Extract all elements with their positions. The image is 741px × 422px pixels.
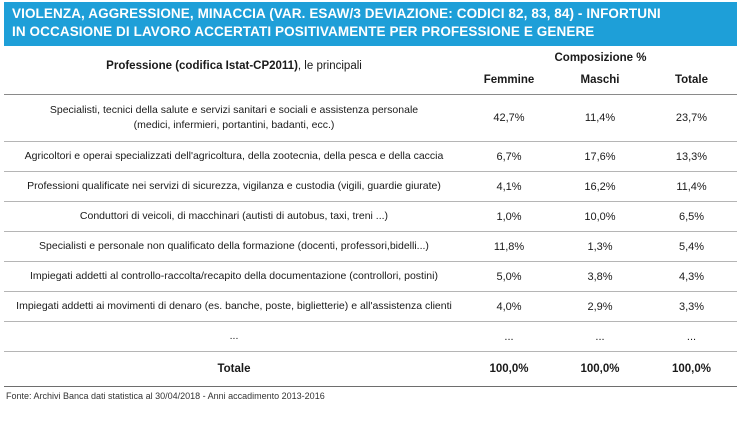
row-professione: Conduttori di veicoli, di macchinari (autisti di autobus, taxi, treni ...): [79, 210, 389, 222]
row-professione: Impiegati addetti ai movimenti di denaro (es. banche, poste, biglietterie) e all'assistenza clienti: [16, 300, 452, 312]
total-femmine: 100,0%: [489, 363, 529, 375]
row-professione: Specialisti e personale non qualificato della formazione (docenti, professori,bidelli...): [39, 240, 429, 252]
row-femmine: 42,7%: [493, 112, 525, 124]
header-professione-bold: Professione (codifica Istat-CP2011): [106, 60, 298, 72]
header-professione: [4, 60, 464, 72]
title-line-1: VIOLENZA, AGGRESSIONE, MINACCIA (VAR. ESAW/3 DEVIAZIONE: CODICI 82, 83, 84) - INFORTUNI: [12, 6, 661, 21]
header-maschi: Maschi: [580, 74, 620, 86]
total-maschi: 100,0%: [580, 363, 620, 375]
title-bar: [4, 2, 737, 46]
row-maschi: 17,6%: [584, 150, 616, 163]
row-professione-line1: Specialisti, tecnici della salute e servizi sanitari e sociali e assistenza personale: [49, 104, 419, 116]
row-professione: Agricoltori e operai specializzati dell'agricoltura, della zootecnia, della pesca e della caccia: [24, 150, 444, 162]
total-totale: 100,0%: [671, 363, 711, 375]
header-femmine: Femmine: [483, 74, 535, 86]
table-row: [4, 202, 737, 232]
total-row: [4, 352, 737, 387]
table-row: [4, 172, 737, 202]
row-totale: 3,3%: [678, 300, 705, 313]
row-maschi: 3,8%: [587, 270, 613, 283]
title-line-2: IN OCCASIONE DI LAVORO ACCERTATI POSITIVAMENTE PER PROFESSIONE E GENERE: [12, 24, 595, 39]
table-row: [4, 142, 737, 172]
table-header: [4, 48, 737, 95]
row-femmine: 1,0%: [496, 210, 522, 223]
data-table: [4, 48, 737, 387]
row-femmine: 6,7%: [496, 150, 522, 163]
row-totale: ...: [686, 330, 697, 343]
header-professione-rest: , le principali: [297, 60, 362, 72]
table-row: [4, 262, 737, 292]
header-totale: Totale: [674, 74, 708, 86]
table-row: [4, 95, 737, 142]
source-note: Fonte: Archivi Banca dati statistica al 30/04/2018 - Anni accadimento 2013-2016: [6, 391, 325, 401]
row-professione: Professioni qualificate nei servizi di sicurezza, vigilanza e custodia (vigili, guardie giurate): [27, 180, 441, 192]
row-totale: 4,3%: [678, 270, 705, 283]
row-femmine: 4,1%: [496, 180, 522, 193]
row-maschi: 2,9%: [587, 300, 613, 313]
row-professione-line2: (medici, infermieri, portantini, badanti, ecc.): [133, 119, 335, 131]
row-maschi: 16,2%: [584, 180, 616, 193]
row-femmine: ...: [504, 330, 514, 343]
row-maschi: ...: [595, 330, 605, 343]
table-row: [4, 322, 737, 352]
row-femmine: 11,8%: [493, 240, 525, 253]
row-totale: 5,4%: [678, 240, 705, 253]
row-professione: ...: [229, 330, 239, 342]
row-professione: [4, 103, 464, 133]
row-totale: 6,5%: [678, 210, 705, 223]
row-maschi: 10,0%: [584, 210, 616, 223]
row-femmine: 5,0%: [496, 270, 522, 283]
header-composizione: Composizione %: [554, 52, 647, 64]
row-totale: 13,3%: [675, 150, 708, 163]
row-maschi: 11,4%: [584, 112, 616, 124]
total-label: Totale: [217, 362, 251, 375]
row-maschi: 1,3%: [587, 240, 613, 253]
row-professione: Impiegati addetti al controllo-raccolta/recapito della documentazione (controllori, postini): [30, 270, 438, 282]
row-totale: 11,4%: [676, 180, 707, 193]
row-totale: 23,7%: [675, 112, 708, 124]
table-row: [4, 232, 737, 262]
table-row: [4, 292, 737, 322]
row-femmine: 4,0%: [496, 300, 522, 313]
